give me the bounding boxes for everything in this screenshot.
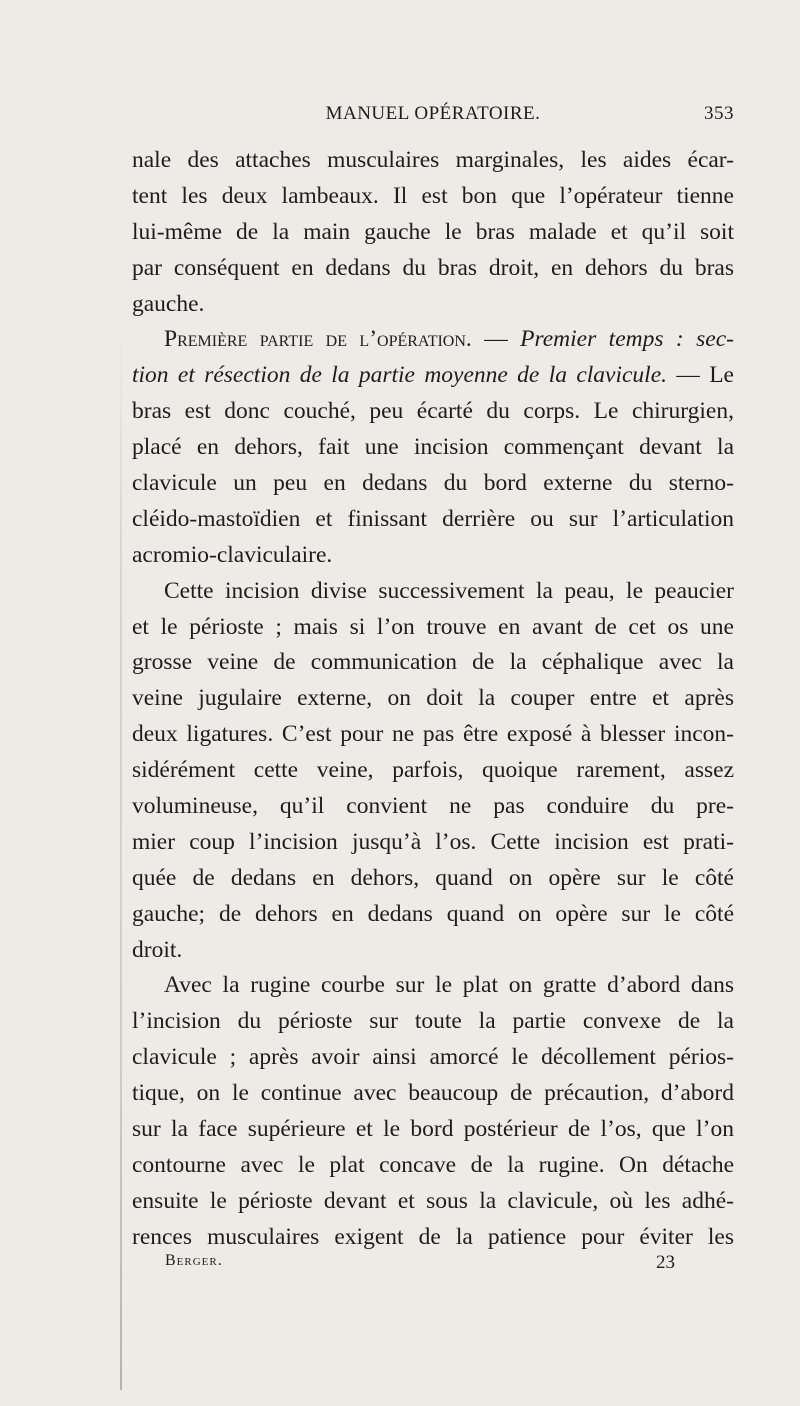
section-heading-line (132, 322, 734, 358)
text-line: mier coup l’incision jusqu’à l’os. Cette incision est prati- (132, 828, 734, 855)
text-line: gauche. (132, 290, 205, 317)
text-line: bras est donc couché, peu écarté du corps. Le chirurgien, (132, 398, 734, 425)
section-subtitle-line (132, 358, 734, 394)
section-subtitle-part1: Premier temps : sec- (520, 326, 734, 353)
subtitle-after: — Le (667, 362, 734, 389)
text-line: contourne avec le plat concave de la rugine. On détache (132, 1151, 734, 1178)
text-line: deux ligatures. C’est pour ne pas être exposé à blesser incon- (132, 721, 734, 748)
text-line: par conséquent en dedans du bras droit, en dehors du bras (132, 254, 734, 281)
text-line: clavicule ; après avoir ainsi amorcé le décollement périos- (132, 1044, 734, 1071)
text-line: sur la face supérieure et le bord postérieur de l’os, que l’on (132, 1116, 734, 1143)
text-line: cléido-mastoïdien et finissant derrière ou sur l’articulation (132, 505, 734, 532)
section-subtitle-part2: tion et résection de la partie moyenne de la clavicule. (132, 362, 668, 389)
text-line: lui-même de la main gauche le bras malade et qu’il soit (132, 218, 734, 245)
text-line: Avec la rugine courbe sur le plat on gratte d’abord dans (164, 972, 734, 999)
text-line: quée de dedans en dehors, quand on opère sur le côté (132, 864, 734, 891)
text-line: Cette incision divise successivement la peau, le peaucier (164, 577, 734, 604)
text-line: ensuite le périoste devant et sous la clavicule, où les adhé- (132, 1187, 734, 1214)
text-line: acromio-claviculaire. (132, 541, 333, 568)
text-line: rences musculaires exigent de la patience pour éviter les (132, 1223, 734, 1250)
body-text (132, 143, 734, 1256)
text-line: volumineuse, qu’il convient ne pas conduire du pre- (132, 793, 734, 820)
text-line: sidérément cette veine, parfois, quoique rarement, assez (132, 757, 734, 784)
text-line: gauche; de dehors en dedans quand on opère sur le côté (132, 900, 734, 927)
text-line: nale des attaches musculaires marginales, les aides écar- (132, 147, 734, 173)
text-line: droit. (132, 936, 183, 963)
printer-signature: Berger. (165, 1252, 223, 1269)
page-shadow-edge (120, 330, 122, 1390)
running-header (132, 103, 734, 133)
heading-dash: — (471, 326, 521, 353)
page-number: 353 (704, 103, 734, 124)
text-line: placé en dehors, fait une incision commençant devant la (132, 434, 734, 461)
text-line: grosse veine de communication de la céphalique avec la (132, 649, 734, 676)
text-line: veine jugulaire externe, on doit la couper entre et après (132, 685, 734, 712)
text-line: clavicule un peu en dedans du bord externe du sterno- (132, 470, 734, 497)
running-title: MANUEL OPÉRATOIRE. (325, 103, 541, 124)
text-line: et le périoste ; mais si l’on trouve en avant de cet os une (132, 613, 734, 640)
text-line: tent les deux lambeaux. Il est bon que l’opérateur tienne (132, 182, 734, 209)
page-footer (165, 1252, 685, 1282)
sheet-number: 23 (656, 1252, 675, 1273)
text-line: l’incision du périoste sur toute la partie convexe de la (132, 1008, 734, 1035)
text-line: tique, on le continue avec beaucoup de précaution, d’abord (132, 1080, 734, 1107)
section-heading: Première partie de l’opération. (164, 326, 472, 353)
